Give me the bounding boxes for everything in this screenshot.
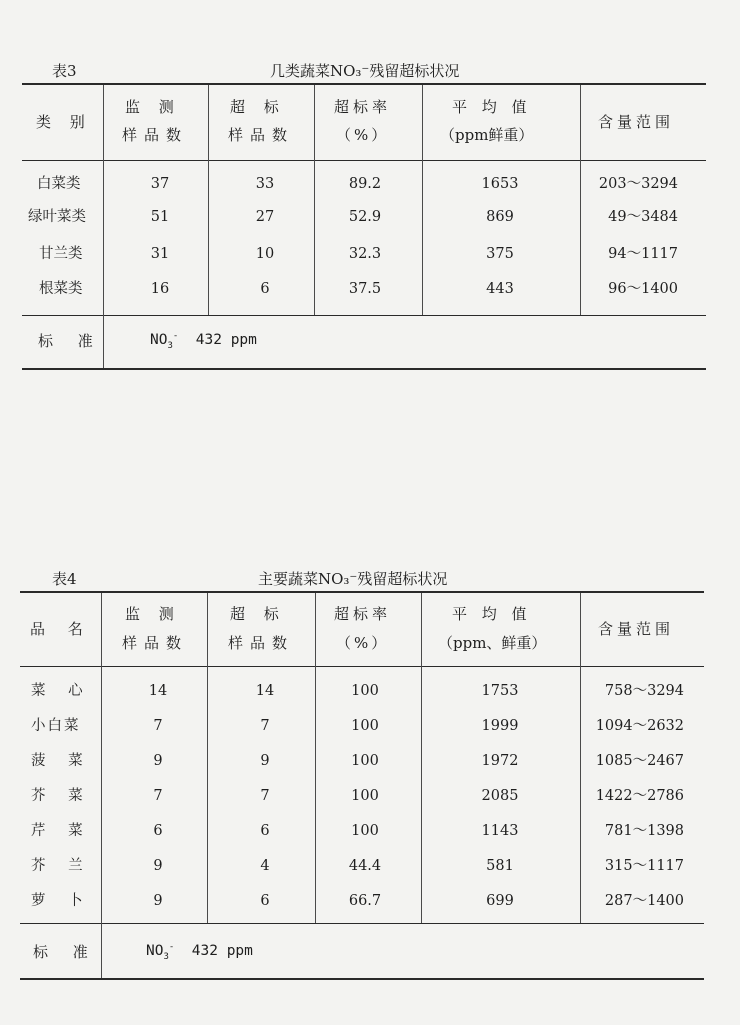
table4-row-avg: 699 [486, 893, 514, 909]
table4-row-range: 758～3294 [604, 683, 684, 699]
table3-row-exceed: 10 [255, 246, 275, 262]
table4-row-name: 芥 兰 [31, 858, 92, 874]
table3-label: 表3 [52, 62, 77, 80]
table4-row-name: 菠 菜 [31, 753, 92, 769]
table4-row-exceed: 4 [260, 858, 270, 874]
table4-header-rate-unit: （%） [336, 634, 390, 652]
table4-row-exceed: 6 [260, 893, 270, 909]
table4-divider [101, 593, 102, 978]
table3-row-rate: 37.5 [348, 281, 382, 297]
table3-header-monitored: 监 测 [125, 98, 181, 116]
table3-header-avg: 平 均 值 [452, 98, 532, 116]
table4-row-rate: 44.4 [348, 858, 382, 874]
table3-row-avg: 375 [486, 246, 514, 262]
table3-header-rate: 超标率 [334, 98, 392, 116]
table4-row-range: 287～1400 [604, 893, 684, 909]
table4-row-monitored: 9 [153, 858, 163, 874]
table4-row-range: 1085～2467 [595, 753, 684, 769]
table4-row-rate: 100 [351, 823, 379, 839]
table4-row-range: 315～1117 [604, 858, 684, 874]
table3-row-name: 白菜类 [37, 176, 81, 192]
table3-divider [314, 85, 315, 315]
table4-row-avg: 1999 [481, 718, 519, 734]
table3-title: 几类蔬菜NO₃⁻残留超标状况 [270, 62, 460, 80]
table4-row-monitored: 9 [153, 893, 163, 909]
table3-header-rate-unit: （%） [336, 126, 390, 144]
table3-row-avg: 443 [486, 281, 514, 297]
table4-header-exceed-sub: 样品数 [228, 634, 295, 652]
table4-row-range: 781～1398 [604, 823, 684, 839]
table4-standard [146, 942, 253, 962]
table3-row-rate: 52.9 [348, 209, 382, 225]
table3-top-rule [22, 83, 706, 85]
table4-divider [315, 593, 316, 923]
table3-standard-value: 432 ppm [195, 331, 257, 348]
table4-row-name: 芹 菜 [31, 823, 92, 839]
table4-row-avg: 581 [486, 858, 514, 874]
table3-row-monitored: 51 [150, 209, 170, 225]
table3-row-range: 203～3294 [598, 176, 678, 192]
table3-header-exceed: 超 标 [230, 98, 286, 116]
table3-header-avg-unit: （ppm鲜重） [440, 126, 534, 144]
table3-header-range: 含量范围 [598, 113, 675, 131]
table4-row-rate: 66.7 [348, 893, 382, 909]
table4-row-exceed: 14 [255, 683, 275, 699]
table3-row-rate: 32.3 [348, 246, 382, 262]
table4-row-monitored: 7 [153, 718, 163, 734]
table4-header-avg-unit: （ppm、鲜重） [438, 634, 547, 652]
table3-divider [422, 85, 423, 315]
table3-row-name: 绿叶菜类 [28, 209, 86, 225]
table4-row-exceed: 7 [260, 788, 270, 804]
table3-row-rate: 89.2 [348, 176, 382, 192]
table4-row-rate: 100 [351, 683, 379, 699]
table4-row-exceed: 9 [260, 753, 270, 769]
table3-row-monitored: 37 [150, 176, 170, 192]
table4-label: 表4 [52, 570, 77, 588]
table3-row-name: 甘兰类 [39, 246, 83, 262]
table3-divider [103, 85, 104, 368]
table4-header-monitored-sub: 样品数 [122, 634, 189, 652]
table4-top-rule [20, 591, 704, 593]
table4-row-rate: 100 [351, 753, 379, 769]
table4-header-exceed: 超 标 [230, 605, 286, 623]
table3-row-range: 49～3484 [608, 209, 678, 225]
table4-row-avg: 1753 [481, 683, 519, 699]
table4-header-monitored: 监 测 [125, 605, 181, 623]
table3-header-rule [22, 160, 706, 161]
table3-row-range: 96～1400 [608, 281, 678, 297]
table4-row-monitored: 7 [153, 788, 163, 804]
table4-header-range: 含量范围 [598, 620, 675, 638]
table4-row-range: 1094～2632 [595, 718, 684, 734]
table3-body-rule [22, 315, 706, 316]
table4-divider [421, 593, 422, 923]
table4-bottom-rule [20, 978, 704, 980]
table4-header-rule [20, 666, 704, 667]
table3-standard [150, 331, 257, 351]
table4-row-range: 1422～2786 [595, 788, 684, 804]
table4-row-rate: 100 [351, 788, 379, 804]
table4-row-monitored: 9 [153, 753, 163, 769]
table3-standard-label: 标 准 [38, 332, 103, 350]
table4-header-category: 品 名 [30, 620, 92, 638]
table4-standard-value: 432 ppm [191, 942, 253, 959]
table4-row-avg: 1143 [481, 823, 519, 839]
table3-row-exceed: 27 [255, 209, 275, 225]
table4-divider [207, 593, 208, 923]
table4-row-avg: 2085 [481, 788, 519, 804]
no3-formula: $NO_3^-$ [150, 331, 179, 351]
table3-row-exceed: 6 [260, 281, 270, 297]
table4-title: 主要蔬菜NO₃⁻残留超标状况 [258, 570, 448, 588]
table4-header-avg: 平 均 值 [452, 605, 532, 623]
no3-formula: $NO_3^-$ [146, 942, 175, 962]
table4-row-exceed: 6 [260, 823, 270, 839]
table3-row-range: 94～1117 [608, 246, 678, 262]
table4-row-exceed: 7 [260, 718, 270, 734]
table4-row-avg: 1972 [481, 753, 519, 769]
table4-standard-label: 标 准 [33, 943, 98, 961]
table3-header-category: 类 别 [36, 113, 92, 131]
table4-row-monitored: 14 [148, 683, 168, 699]
table4-header-rate: 超标率 [334, 605, 392, 623]
table3-row-avg: 869 [486, 209, 514, 225]
table3-header-monitored-sub: 样品数 [122, 126, 189, 144]
table4-row-name: 小白菜 [31, 718, 81, 734]
table3-row-avg: 1653 [481, 176, 519, 192]
table4-row-name: 萝 卜 [31, 893, 92, 909]
table3-row-exceed: 33 [255, 176, 275, 192]
table3-header-exceed-sub: 样品数 [228, 126, 295, 144]
table3-bottom-rule [22, 368, 706, 370]
table4-row-name: 芥 菜 [31, 788, 92, 804]
table4-body-rule [20, 923, 704, 924]
table3-divider [208, 85, 209, 315]
table4-row-name: 菜 心 [31, 683, 92, 699]
table3-row-monitored: 31 [150, 246, 170, 262]
table4-row-monitored: 6 [153, 823, 163, 839]
table3-row-name: 根菜类 [39, 281, 83, 297]
table4-row-rate: 100 [351, 718, 379, 734]
table3-row-monitored: 16 [150, 281, 170, 297]
